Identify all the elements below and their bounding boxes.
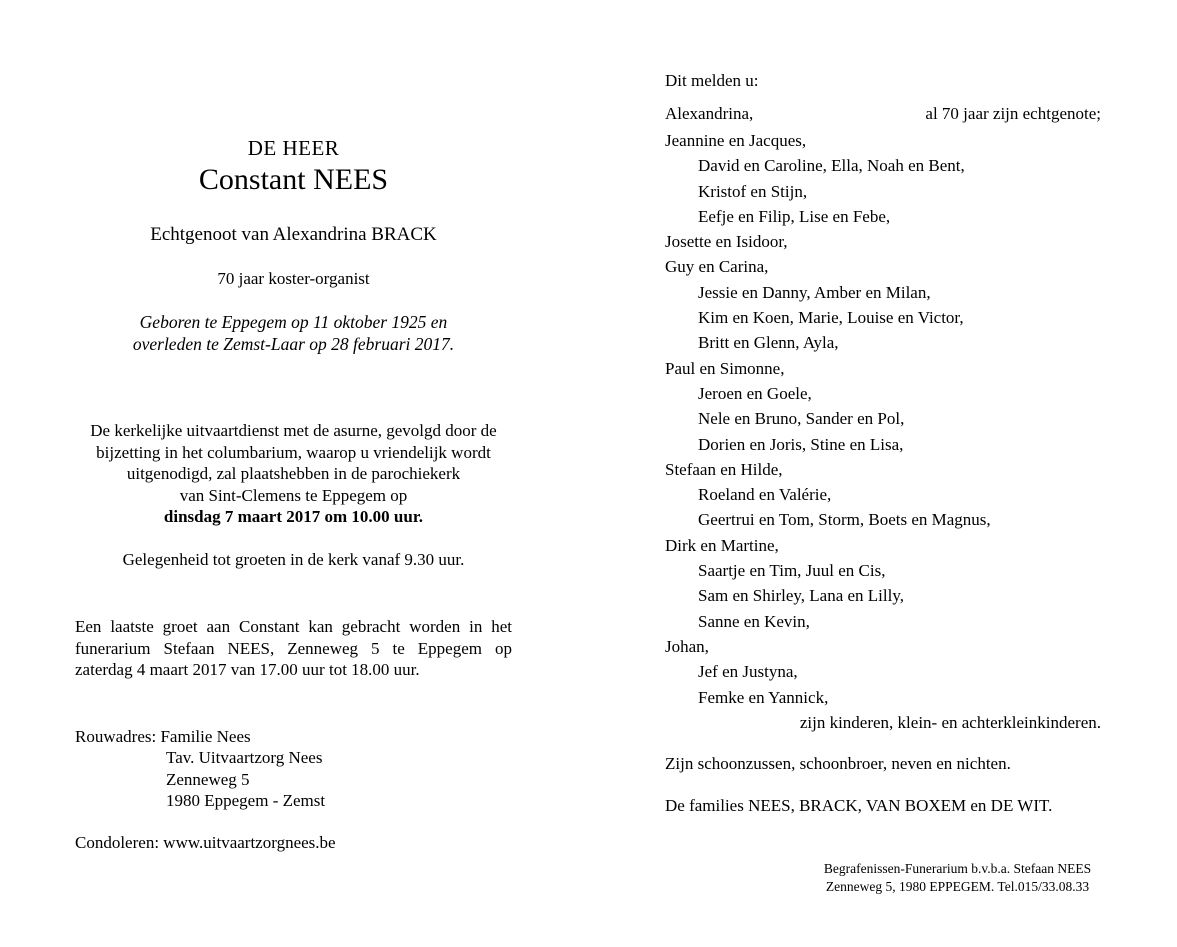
family-name-line: Britt en Glenn, Ayla,: [698, 333, 839, 353]
announcers-intro: Dit melden u:: [665, 71, 759, 90]
family-name-line: Jeroen en Goele,: [698, 383, 812, 403]
funeral-home-footer: [814, 860, 1101, 895]
condolences-line: Condoleren: www.uitvaartzorgnees.be: [75, 833, 336, 852]
family-names-list: [665, 128, 1101, 735]
family-name-line: Saartje en Tim, Juul en Cis,: [698, 561, 886, 581]
family-name-line: Sanne en Kevin,: [698, 611, 810, 631]
birth-death-line: Geboren te Eppegem op 11 oktober 1925 en: [139, 312, 448, 332]
funerarium-line: funerarium Stefaan NEES, Zenneweg 5 te Eppegem op: [75, 638, 512, 658]
family-name-line: Kim en Koen, Marie, Louise en Victor,: [698, 308, 964, 328]
mourning-address-line: Tav. Uitvaartzorg Nees: [166, 748, 323, 768]
family-name-line: Sam en Shirley, Lana en Lilly,: [698, 586, 904, 606]
family-name-line: Geertrui en Tom, Storm, Boets en Magnus,: [698, 510, 991, 530]
family-name-line: Jeannine en Jacques,: [665, 131, 807, 150]
mourning-address-label: Rouwadres:: [75, 727, 157, 746]
funeral-home-footer-line: Zenneweg 5, 1980 EPPEGEM. Tel.015/33.08.33: [825, 878, 1090, 894]
families-line: De families NEES, BRACK, VAN BOXEM en DE WIT.: [665, 796, 1053, 815]
family-name-line: Jessie en Danny, Amber en Milan,: [698, 282, 931, 302]
funerarium-paragraph: [75, 616, 512, 681]
mourning-address-line: Zenneweg 5: [166, 769, 250, 789]
greeting-line: Gelegenheid tot groeten in de kerk vanaf 9.30 uur.: [122, 550, 465, 569]
family-name-line: Femke en Yannick,: [698, 687, 829, 707]
family-name-line: zijn kinderen, klein- en achterkleinkinderen.: [799, 712, 1101, 732]
service-line: bijzetting in het columbarium, waarop u vriendelijk wordt: [96, 442, 491, 462]
family-name-line: Kristof en Stijn,: [698, 181, 808, 201]
service-text-lines: [75, 420, 512, 506]
relatives-line: Zijn schoonzussen, schoonbroer, neven en nichten.: [665, 754, 1011, 773]
family-name-line: David en Caroline, Ella, Noah en Bent,: [698, 156, 965, 176]
deceased-name: Constant NEES: [198, 163, 389, 196]
family-name-line: Roeland en Valérie,: [698, 485, 832, 505]
family-name-line: Dirk en Martine,: [665, 535, 779, 555]
service-announcement: [75, 420, 512, 528]
service-line: van Sint-Clemens te Eppegem op: [179, 485, 408, 505]
widow-name: Alexandrina,: [665, 104, 754, 123]
family-name-line: Jef en Justyna,: [698, 662, 798, 682]
service-datetime: dinsdag 7 maart 2017 om 10.00 uur.: [163, 507, 424, 527]
spouse-line: Echtgenoot van Alexandrina BRACK: [150, 224, 437, 245]
honorific-title: DE HEER: [247, 136, 340, 160]
mourning-address-line: 1980 Eppegem - Zemst: [166, 790, 326, 810]
mourning-address-lines: [75, 747, 512, 811]
birth-death-block: [75, 311, 512, 355]
right-column: [665, 0, 1101, 947]
birth-death-line: overleden te Zemst-Laar op 28 februari 2017.: [132, 334, 455, 354]
left-column: [75, 0, 512, 947]
mourning-address-family: Familie Nees: [160, 727, 251, 746]
widow-note: al 70 jaar zijn echtgenote;: [925, 104, 1101, 123]
service-line: uitgenodigd, zal plaatshebben in de parochiekerk: [126, 464, 461, 484]
family-name-line: Guy en Carina,: [665, 257, 769, 277]
service-line: De kerkelijke uitvaartdienst met de asurne, gevolgd door de: [90, 421, 497, 440]
funerarium-line: zaterdag 4 maart 2017 van 17.00 uur tot 18.00 uur.: [75, 660, 420, 680]
mourning-address-block: [75, 726, 512, 811]
family-name-line: Eefje en Filip, Lise en Febe,: [698, 206, 891, 226]
family-name-line: Josette en Isidoor,: [665, 232, 788, 252]
family-name-line: Nele en Bruno, Sander en Pol,: [698, 409, 905, 429]
family-name-line: Johan,: [665, 636, 709, 656]
family-name-line: Paul en Simonne,: [665, 358, 785, 378]
widow-row: [665, 104, 1101, 124]
mourning-address-first-line: [75, 726, 512, 747]
family-name-line: Stefaan en Hilde,: [665, 459, 783, 479]
role-line: 70 jaar koster-organist: [217, 269, 370, 288]
funerarium-line: Een laatste groet aan Constant kan gebracht worden in het: [75, 617, 512, 636]
funeral-home-footer-line: Begrafenissen-Funerarium b.v.b.a. Stefaan NEES: [823, 861, 1092, 876]
family-name-line: Dorien en Joris, Stine en Lisa,: [698, 434, 904, 454]
